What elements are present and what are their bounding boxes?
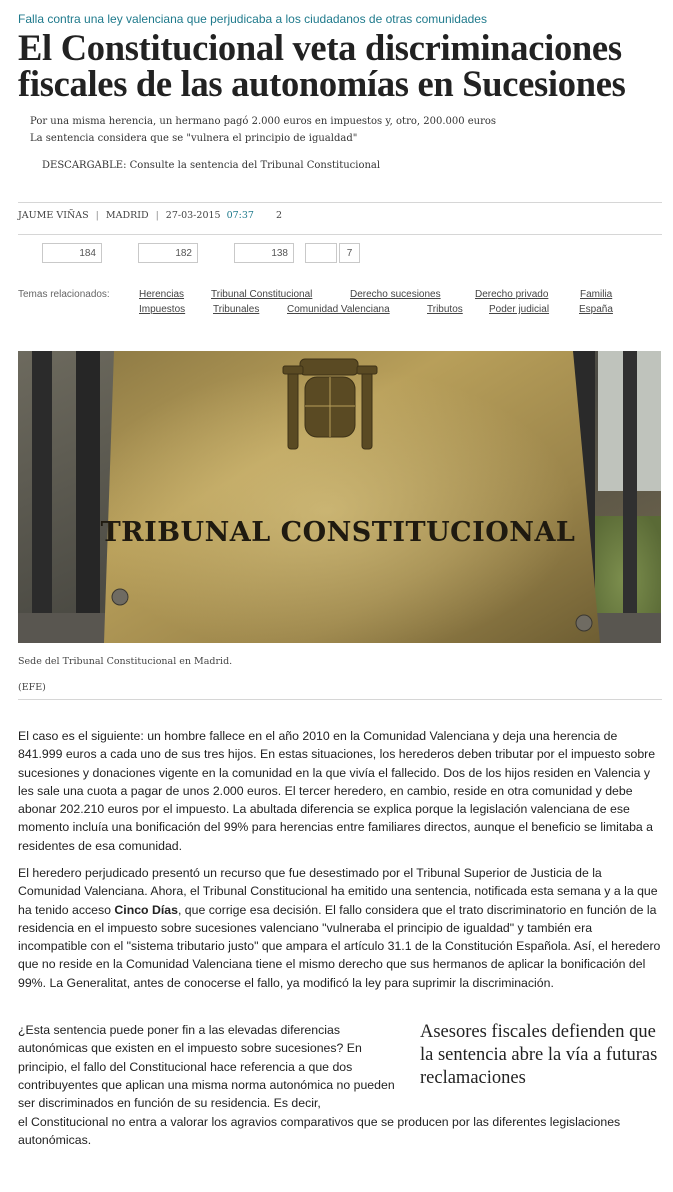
subtitles <box>30 113 496 147</box>
railing-bar <box>623 351 637 643</box>
download-line <box>42 160 380 171</box>
body-paragraph-2 <box>18 864 664 992</box>
topic-link[interactable]: Tribunal Constitucional <box>211 289 313 300</box>
topic-link[interactable]: Poder judicial <box>489 304 550 315</box>
divider-top <box>18 202 662 203</box>
divider-photo <box>18 699 662 700</box>
date: 27-03-2015 <box>165 210 221 221</box>
topic-link[interactable]: Tribunales <box>213 304 260 315</box>
share-counter-5[interactable]: 7 <box>339 243 360 263</box>
topic-link[interactable]: España <box>579 304 613 315</box>
share-counter-3[interactable]: 138 <box>234 243 294 263</box>
time: 07:37 <box>226 210 254 221</box>
photo-caption: Sede del Tribunal Constitucional en Madrid. <box>18 656 233 667</box>
paragraph-text: , que corrige esa decisión. El fallo considera que el trato discriminatorio en función de la residencia en el impuesto sobre sucesiones valenciano "vulneraba el principio de igualdad" y también era incompatible con el "sistema tributario justo" que ampara el artículo 31.1 de la Constitución Española. Así, el heredero que no reside en la Comunidad Valenciana tiene el mismo derecho que sus hermanos de aplicar la bonificación del 99%. La Generalitat, antes de conocerse el fallo, ya modificó la ley para suprimir la discriminación. <box>18 902 661 990</box>
pull-quote: Asesores fiscales defienden que la sentencia abre la vía a futuras reclamaciones <box>420 1022 658 1088</box>
topic-link[interactable]: Comunidad Valenciana <box>287 304 390 315</box>
author[interactable]: JAUME VIÑAS <box>18 210 89 221</box>
kicker[interactable]: Falla contra una ley valenciana que perjudicaba a los ciudadanos de otras comunidades <box>18 12 487 26</box>
body-paragraph-3: ¿Esta sentencia puede poner fin a las elevadas diferencias autonómicas que existen en el impuesto sobre sucesiones? En principio, el fallo del Constitucional hace referencia a que dos contribuyentes que aplican una misma norma autonómica no pueden ser discriminados en función de su residencia. Es decir, <box>18 1023 395 1111</box>
topic-link[interactable]: Derecho sucesiones <box>350 289 441 300</box>
coat-of-arms-icon <box>283 359 377 449</box>
article-photo <box>18 351 661 643</box>
plaque-photo <box>18 351 661 643</box>
plaque-bolt <box>576 615 592 631</box>
subtitle-2: La sentencia considera que se "vulnera el principio de igualdad" <box>30 133 358 144</box>
photo-credit: (EFE) <box>18 682 46 693</box>
body-paragraph-1: El caso es el siguiente: un hombre fallece en el año 2010 en la Comunidad Valenciana y deja una herencia de 841.999 euros a cada uno de sus tres hijos. En estas situaciones, los herederos deben tributar por el impuesto sobre sucesiones y donaciones vigente en la comunidad en la que vivía el fallecido. Dos de los hijos residen en Valencia y les sale una cuota a pagar de unos 2.000 euros. El tercer heredero, en cambio, reside en otra comunidad y debe abonar 202.210 euros por el impuesto. La abultada diferencia se explica porque la legislación valenciana de ese momento incluía una bonificación del 99% para herencias entre familiares directos, aunque el beneficio se limitaba a residentes de esa comunidad. <box>18 729 656 853</box>
divider-byline <box>18 234 662 235</box>
download-label: DESCARGABLE: <box>42 160 127 171</box>
share-counter-2[interactable]: 182 <box>138 243 198 263</box>
byline-separator: | <box>155 210 159 221</box>
headline: El Constitucional veta discriminaciones fiscales de las autonomías en Sucesiones <box>18 27 626 104</box>
byline <box>18 210 282 221</box>
topic-link[interactable]: Derecho privado <box>475 289 549 300</box>
topics-label: Temas relacionados: <box>18 289 110 300</box>
railing-bar <box>76 351 100 643</box>
topic-link[interactable]: Tributos <box>427 304 463 315</box>
paragraph-text: El heredero perjudicado presentó un recurso que fue desestimado por el Tribunal Superior de Justicia de la Comunidad Valenciana. Ahora, el Tribunal Constitucional ha emitido una sentencia, notificada esta semana y a la que ha tenido acceso <box>18 866 658 917</box>
topic-link[interactable]: Familia <box>580 289 613 300</box>
topic-link[interactable]: Impuestos <box>139 304 186 315</box>
plaque-text: TRIBUNAL CONSTITUCIONAL <box>100 517 576 548</box>
plaque-bolt <box>112 589 128 605</box>
share-counter-4[interactable] <box>305 243 337 263</box>
location: MADRID <box>105 210 149 221</box>
publication-name: Cinco Días <box>114 902 178 917</box>
byline-separator: | <box>95 210 99 221</box>
railing-bar <box>32 351 52 643</box>
comments-count[interactable]: 2 <box>275 210 283 221</box>
body-paragraph-3-continued: el Constitucional no entra a valorar los agravios comparativos que se producen por las diferentes legislaciones autonómicas. <box>18 1115 621 1148</box>
topic-link[interactable]: Herencias <box>139 289 185 300</box>
share-counter-1[interactable]: 184 <box>42 243 102 263</box>
subtitle-1: Por una misma herencia, un hermano pagó 2.000 euros en impuestos y, otro, 200.000 euros <box>30 116 497 127</box>
download-link[interactable]: Consulte la sentencia del Tribunal Constitucional <box>129 160 381 171</box>
